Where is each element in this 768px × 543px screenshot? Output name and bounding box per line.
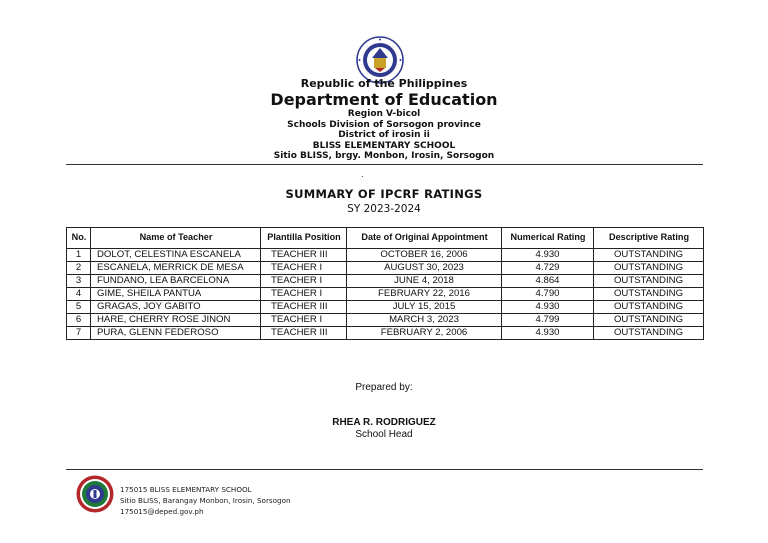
ratings-table: [66, 227, 704, 340]
header-division: Schools Division of Sorsogon province: [287, 120, 481, 130]
cell-numerical: 4.729: [502, 262, 594, 275]
cell-descriptive: OUTSTANDING: [594, 301, 704, 314]
header-school: BLISS ELEMENTARY SCHOOL: [312, 141, 456, 151]
signatory-name: RHEA R. RODRIGUEZ: [332, 417, 436, 428]
column-header-numerical: Numerical Rating: [504, 228, 591, 249]
table-row: [67, 275, 704, 288]
cell-descriptive: OUTSTANDING: [594, 249, 704, 262]
cell-descriptive: OUTSTANDING: [594, 327, 704, 340]
column-header-descriptive: Descriptive Rating: [596, 228, 701, 249]
table-row: [67, 249, 704, 262]
column-header-date: Date of Original Appointment: [350, 228, 497, 249]
table-row: [67, 288, 704, 301]
cell-no: 3: [67, 275, 91, 288]
cell-position: TEACHER III: [261, 301, 347, 314]
signatory-role: School Head: [355, 429, 413, 440]
header-department: Department of Education: [270, 90, 498, 109]
cell-name: GIME, SHEILA PANTUA: [91, 288, 261, 301]
cell-descriptive: OUTSTANDING: [594, 262, 704, 275]
table-row: [67, 314, 704, 327]
cell-numerical: 4.930: [502, 301, 594, 314]
cell-name: ESCANELA, MERRICK DE MESA: [91, 262, 261, 275]
header-region: Region V-bicol: [347, 109, 421, 119]
cell-numerical: 4.790: [502, 288, 594, 301]
cell-name: FUNDANO, LEA BARCELONA: [91, 275, 261, 288]
cell-position: TEACHER III: [261, 249, 347, 262]
cell-no: 1: [67, 249, 91, 262]
cell-name: DOLOT, CELESTINA ESCANELA: [91, 249, 261, 262]
cell-name: HARE, CHERRY ROSE JINON: [91, 314, 261, 327]
column-header-position: Plantilla Position: [263, 228, 345, 249]
header-district: District of irosin ii: [338, 130, 430, 140]
prepared-by-label: Prepared by:: [355, 382, 413, 393]
cell-no: 5: [67, 301, 91, 314]
document-title: SUMMARY OF IPCRF RATINGS: [285, 187, 483, 201]
cell-date: MARCH 3, 2023: [347, 314, 502, 327]
column-header-name: Name of Teacher: [95, 228, 257, 249]
school-seal-icon: [76, 475, 114, 513]
cell-date: OCTOBER 16, 2006: [347, 249, 502, 262]
table-row: [67, 327, 704, 340]
cell-no: 6: [67, 314, 91, 327]
cell-position: TEACHER I: [261, 275, 347, 288]
document-subtitle: SY 2023-2024: [347, 203, 421, 215]
footer-divider: [66, 469, 703, 470]
footer-address: Sitio BLISS, Barangay Monbon, Irosin, Sorsogon: [120, 496, 291, 505]
separator-mark: .: [361, 170, 364, 179]
cell-date: FEBRUARY 2, 2006: [347, 327, 502, 340]
cell-no: 2: [67, 262, 91, 275]
cell-date: AUGUST 30, 2023: [347, 262, 502, 275]
header-address: Sitio BLISS, brgy. Monbon, Irosin, Sorsogon: [273, 151, 495, 161]
cell-no: 7: [67, 327, 91, 340]
cell-date: FEBRUARY 22, 2016: [347, 288, 502, 301]
cell-descriptive: OUTSTANDING: [594, 275, 704, 288]
cell-numerical: 4.930: [502, 327, 594, 340]
cell-numerical: 4.799: [502, 314, 594, 327]
header-republic: Republic of the Philippines: [300, 77, 468, 90]
column-header-no: No.: [67, 228, 90, 249]
cell-numerical: 4.864: [502, 275, 594, 288]
cell-position: TEACHER I: [261, 262, 347, 275]
cell-position: TEACHER I: [261, 314, 347, 327]
cell-no: 4: [67, 288, 91, 301]
table-row: [67, 262, 704, 275]
footer-email[interactable]: 175015@deped.gov.ph: [120, 507, 204, 516]
cell-descriptive: OUTSTANDING: [594, 314, 704, 327]
table-header-row: [67, 228, 704, 249]
table-row: [67, 301, 704, 314]
cell-descriptive: OUTSTANDING: [594, 288, 704, 301]
cell-date: JUNE 4, 2018: [347, 275, 502, 288]
cell-name: GRAGAS, JOY GABITO: [91, 301, 261, 314]
cell-numerical: 4.930: [502, 249, 594, 262]
header-divider: [66, 164, 703, 165]
cell-name: PURA, GLENN FEDEROSO: [91, 327, 261, 340]
cell-position: TEACHER I: [261, 288, 347, 301]
cell-date: JULY 15, 2015: [347, 301, 502, 314]
footer-school: 175015 BLISS ELEMENTARY SCHOOL: [120, 485, 252, 494]
cell-position: TEACHER III: [261, 327, 347, 340]
